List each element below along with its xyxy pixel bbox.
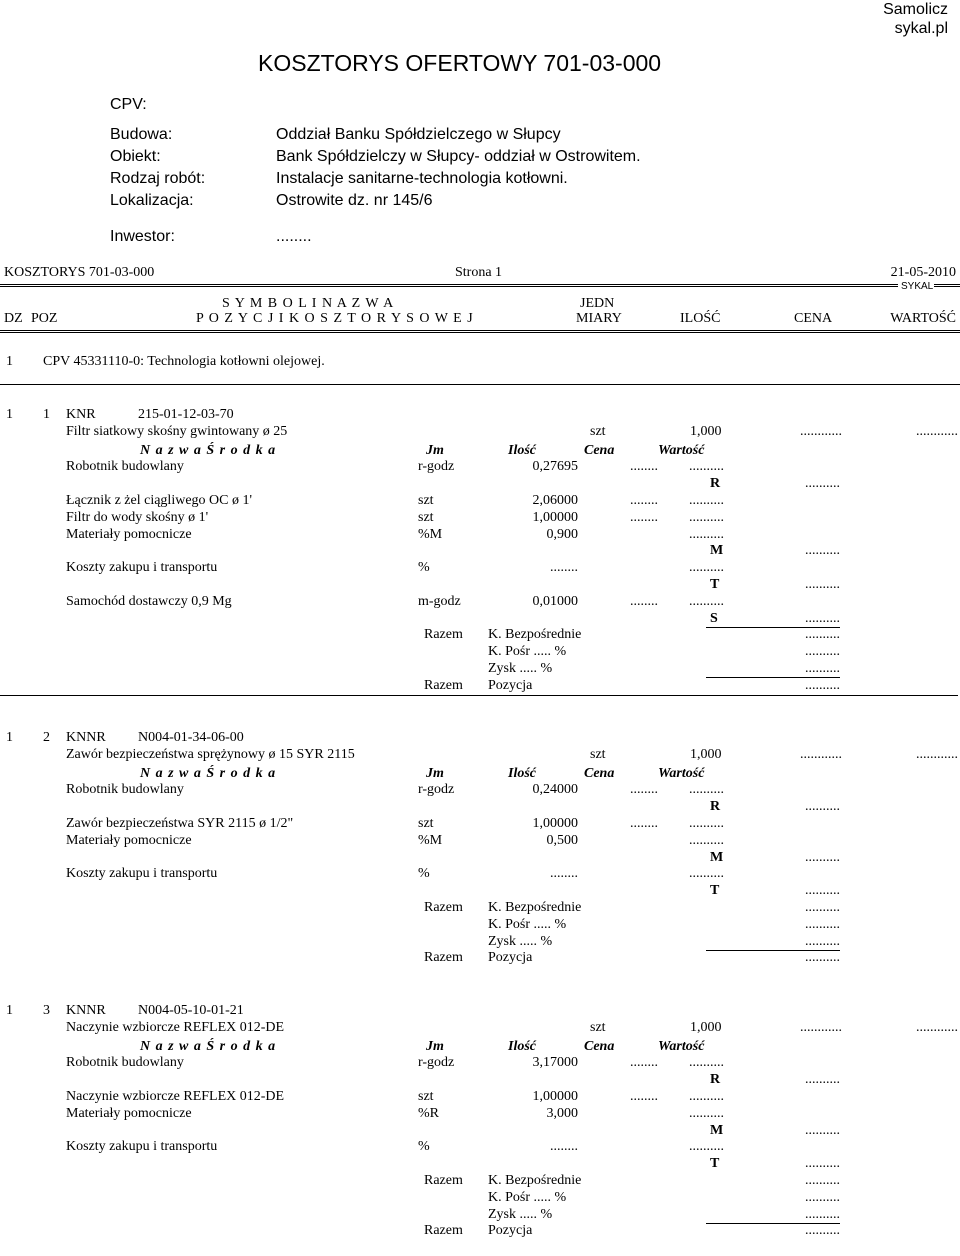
position-name: Zawór bezpieczeństwa sprężynowy ø 15 SYR 2115 — [66, 746, 355, 762]
resource-wartosc: .......... — [689, 560, 724, 576]
total-k-bezposrednie-value: .......... — [805, 900, 840, 915]
total-k-posrednie-value: .......... — [805, 916, 840, 932]
resource-jm: szt — [418, 816, 434, 831]
total-razem-pozycja-label: Razem — [424, 1223, 463, 1239]
total-k-posrednie: K. Pośr ..... % — [488, 1189, 567, 1205]
resource-wartosc: .......... — [689, 782, 724, 798]
resource-name: Materiały pomocnicze — [66, 832, 192, 848]
info-label-budowa: Budowa: — [110, 126, 173, 143]
total-k-bezposrednie-value: .......... — [805, 1173, 840, 1188]
resource-name: Łącznik z żel ciągliwego OC ø 1' — [66, 493, 253, 508]
total-k-bezposrednie: K. Bezpośrednie — [488, 627, 582, 643]
total-razem-label: Razem — [424, 900, 463, 915]
resource-wartosc: .......... — [689, 1089, 724, 1104]
summary-s-value: .......... — [805, 610, 840, 626]
col-symbol-line2: P O Z Y C J I K O S Z T O R Y S O W E J — [196, 311, 474, 326]
page-title: KOSZTORYS OFERTOWY 701-03-000 — [258, 50, 662, 76]
position-poz: 2 — [43, 730, 50, 745]
total-zysk: Zysk ..... % — [488, 661, 553, 676]
position-name: Filtr siatkowy skośny gwintowany ø 25 — [66, 423, 288, 439]
summary-m: M — [710, 543, 724, 559]
section-rule — [0, 384, 960, 385]
summary-r-value: .......... — [805, 799, 840, 815]
resource-ilosc: 0,27695 — [532, 459, 578, 475]
position-qty: 1,000 — [690, 746, 722, 762]
cpv-label: CPV: — [110, 96, 147, 113]
info-values — [276, 124, 641, 212]
position-unit: szt — [590, 1019, 606, 1035]
resource-header-cena: Cena — [584, 1038, 615, 1054]
info-label-rodzaj: Rodzaj robót: — [110, 170, 206, 187]
resource-jm: %R — [418, 1105, 439, 1121]
resource-name: Koszty zakupu i transportu — [66, 560, 218, 576]
summary-r-value: .......... — [805, 1072, 840, 1088]
col-symbol-line1: S Y M B O L I N A Z W A — [222, 296, 395, 311]
resource-jm: szt — [418, 493, 434, 508]
resource-jm: %M — [418, 832, 443, 848]
resource-header-nazwa: N a z w a Ś r o d k a — [140, 765, 277, 781]
summary-t: T — [710, 883, 720, 899]
resource-ilosc: 1,00000 — [532, 509, 578, 525]
resource-header-ilosc: Ilość — [508, 442, 536, 458]
resource-ilosc: ........ — [550, 560, 578, 576]
resource-wartosc: .......... — [689, 526, 724, 542]
section-dz: 1 — [6, 354, 13, 369]
resource-ilosc: ........ — [550, 866, 578, 882]
resource-wartosc: .......... — [689, 832, 724, 848]
resource-cena: ........ — [630, 459, 658, 475]
resource-name: Materiały pomocnicze — [66, 526, 192, 542]
resource-jm: szt — [418, 509, 434, 525]
total-razem-label: Razem — [424, 1173, 463, 1188]
info-label-obiekt: Obiekt: — [110, 148, 161, 165]
summary-r: R — [710, 799, 721, 815]
info-value-lokalizacja: Ostrowite dz. nr 145/6 — [276, 192, 433, 209]
resource-cena: ........ — [630, 593, 658, 609]
total-zysk-value: .......... — [805, 661, 840, 676]
watermark — [883, 0, 948, 38]
position-price: ............ — [800, 423, 842, 439]
info-label-lokalizacja: Lokalizacja: — [110, 192, 194, 209]
resource-header-cena: Cena — [584, 442, 615, 458]
summary-m-value: .......... — [805, 1122, 840, 1138]
summary-r-value: .......... — [805, 476, 840, 492]
resource-header-cena: Cena — [584, 765, 615, 781]
resource-header-jm: Jm — [426, 765, 444, 781]
header-rule — [0, 284, 898, 287]
resource-ilosc: 3,17000 — [532, 1055, 578, 1071]
resource-jm: % — [418, 1139, 430, 1155]
info-value-rodzaj: Instalacje sanitarne-technologia kotłowni. — [276, 170, 568, 187]
resource-cena: ........ — [630, 493, 658, 508]
total-pozycja: Pozycja — [488, 677, 533, 693]
resource-name: Koszty zakupu i transportu — [66, 866, 218, 882]
info-value-obiekt: Bank Spółdzielczy w Słupcy- oddział w Ostrowitem. — [276, 148, 641, 165]
total-pozycja: Pozycja — [488, 1223, 533, 1239]
resource-wartosc: .......... — [689, 866, 724, 882]
col-ilosc: ILOŚĆ — [680, 311, 721, 326]
resource-jm: %M — [418, 526, 443, 542]
watermark-line2: sykal.pl — [894, 20, 948, 37]
resource-name: Zawór bezpieczeństwa SYR 2115 ø 1/2" — [66, 816, 294, 831]
investor-value: ........ — [276, 228, 312, 245]
total-k-posrednie-value: .......... — [805, 644, 840, 660]
resource-wartosc: .......... — [689, 1055, 724, 1071]
position-price: ............ — [800, 1019, 842, 1035]
position-dz: 1 — [6, 730, 13, 745]
total-zysk-value: .......... — [805, 1206, 840, 1222]
resource-ilosc: 3,000 — [546, 1105, 578, 1121]
col-miary: MIARY — [576, 311, 622, 326]
summary-r: R — [710, 1072, 721, 1088]
resource-jm: % — [418, 560, 430, 576]
resource-cena: ........ — [630, 509, 658, 525]
position-unit: szt — [590, 423, 606, 439]
total-k-posrednie: K. Pośr ..... % — [488, 644, 567, 660]
summary-t: T — [710, 1156, 720, 1172]
resource-ilosc: 0,24000 — [532, 782, 578, 798]
position-code: 215-01-12-03-70 — [138, 407, 234, 422]
resource-cena: ........ — [630, 1089, 658, 1104]
resource-header-jm: Jm — [426, 1038, 444, 1054]
resource-jm: r-godz — [418, 459, 455, 475]
resource-ilosc: 1,00000 — [532, 1089, 578, 1104]
summary-s: S — [710, 610, 718, 626]
resource-jm: % — [418, 866, 430, 882]
resource-ilosc: 0,500 — [546, 832, 578, 848]
resource-wartosc: .......... — [689, 493, 724, 508]
resource-header-nazwa: N a z w a Ś r o d k a — [140, 1038, 277, 1054]
resource-header-ilosc: Ilość — [508, 1038, 536, 1054]
total-k-bezposrednie: K. Bezpośrednie — [488, 1173, 582, 1188]
info-labels — [110, 124, 205, 212]
doc-number: KOSZTORYS 701-03-000 — [4, 265, 155, 280]
position-code: N004-05-10-01-21 — [138, 1003, 244, 1018]
position-basis: KNNR — [66, 730, 106, 745]
resource-ilosc: 0,900 — [546, 526, 578, 542]
page-number: Strona 1 — [455, 265, 503, 280]
info-value-budowa: Oddział Banku Spółdzielczego w Słupcy — [276, 126, 561, 143]
resource-name: Robotnik budowlany — [66, 782, 184, 798]
resource-ilosc: 1,00000 — [532, 816, 578, 831]
col-jedn: JEDN — [580, 296, 615, 311]
position-separator — [0, 695, 958, 696]
position-value: ............ — [916, 423, 958, 439]
header-rule-end — [934, 284, 960, 287]
resource-name: Filtr do wody skośny ø 1' — [66, 509, 209, 525]
summary-t: T — [710, 577, 720, 592]
summary-t-value: .......... — [805, 1156, 840, 1172]
resource-header-wartosc: Wartość — [658, 442, 705, 458]
columns-rule — [0, 330, 960, 333]
resource-name: Materiały pomocnicze — [66, 1105, 192, 1121]
summary-m: M — [710, 1122, 724, 1138]
resource-cena: ........ — [630, 782, 658, 798]
brand-label: SYKAL — [901, 281, 934, 292]
resource-ilosc: ........ — [550, 1139, 578, 1155]
summary-t-value: .......... — [805, 883, 840, 899]
total-pozycja-value: .......... — [805, 677, 840, 693]
resource-ilosc: 0,01000 — [532, 593, 578, 609]
position-poz: 1 — [43, 407, 50, 422]
resource-jm: r-godz — [418, 1055, 455, 1071]
col-dz: DZ — [4, 311, 23, 326]
investor-label: Inwestor: — [110, 228, 175, 245]
position-code: N004-01-34-06-00 — [138, 730, 244, 745]
resource-wartosc: .......... — [689, 593, 724, 609]
position-basis: KNR — [66, 407, 96, 422]
resource-name: Robotnik budowlany — [66, 1055, 184, 1071]
resource-header-ilosc: Ilość — [508, 765, 536, 781]
total-pozycja-value: .......... — [805, 950, 840, 966]
position-name: Naczynie wzbiorcze REFLEX 012-DE — [66, 1019, 285, 1035]
resource-cena: ........ — [630, 816, 658, 831]
resource-header-wartosc: Wartość — [658, 765, 705, 781]
resource-header-jm: Jm — [426, 442, 444, 458]
summary-m-value: .......... — [805, 543, 840, 559]
total-razem-label: Razem — [424, 627, 463, 643]
resource-wartosc: .......... — [689, 459, 724, 475]
position-qty: 1,000 — [690, 1019, 722, 1035]
summary-m: M — [710, 849, 724, 865]
total-zysk-value: .......... — [805, 933, 840, 949]
position-qty: 1,000 — [690, 423, 722, 439]
resource-header-nazwa: N a z w a Ś r o d k a — [140, 442, 277, 458]
position-dz: 1 — [6, 1003, 13, 1018]
total-k-bezposrednie: K. Bezpośrednie — [488, 900, 582, 915]
resource-jm: szt — [418, 1089, 434, 1104]
resource-jm: r-godz — [418, 782, 455, 798]
resource-wartosc: .......... — [689, 509, 724, 525]
resource-name: Robotnik budowlany — [66, 459, 184, 475]
total-razem-pozycja-label: Razem — [424, 677, 463, 693]
resource-cena: ........ — [630, 1055, 658, 1071]
resource-header-wartosc: Wartość — [658, 1038, 705, 1054]
resource-name: Samochód dostawczy 0,9 Mg — [66, 593, 232, 609]
total-pozycja-value: .......... — [805, 1223, 840, 1239]
resource-ilosc: 2,06000 — [532, 493, 578, 508]
total-k-posrednie: K. Pośr ..... % — [488, 916, 567, 932]
col-wartosc: WARTOŚĆ — [890, 311, 956, 326]
resource-name: Naczynie wzbiorcze REFLEX 012-DE — [66, 1089, 285, 1104]
section-title: CPV 45331110-0: Technologia kotłowni olejowej. — [43, 354, 325, 369]
position-basis: KNNR — [66, 1003, 106, 1018]
resource-wartosc: .......... — [689, 1139, 724, 1155]
watermark-line1: Samolicz — [883, 1, 948, 18]
resource-jm: m-godz — [418, 593, 461, 609]
total-zysk: Zysk ..... % — [488, 933, 553, 949]
position-poz: 3 — [43, 1003, 50, 1018]
total-pozycja: Pozycja — [488, 950, 533, 966]
summary-m-value: .......... — [805, 849, 840, 865]
position-price: ............ — [800, 746, 842, 762]
resource-wartosc: .......... — [689, 1105, 724, 1121]
doc-date: 21-05-2010 — [890, 265, 956, 280]
total-k-bezposrednie-value: .......... — [805, 627, 840, 643]
total-zysk: Zysk ..... % — [488, 1206, 553, 1222]
summary-r: R — [710, 476, 721, 492]
col-poz: POZ — [31, 311, 58, 326]
col-cena: CENA — [794, 311, 833, 326]
total-k-posrednie-value: .......... — [805, 1189, 840, 1205]
resource-wartosc: .......... — [689, 816, 724, 831]
resource-name: Koszty zakupu i transportu — [66, 1139, 218, 1155]
position-dz: 1 — [6, 407, 13, 422]
summary-t-value: .......... — [805, 577, 840, 592]
total-razem-pozycja-label: Razem — [424, 950, 463, 966]
position-value: ............ — [916, 1019, 958, 1035]
position-unit: szt — [590, 746, 606, 762]
position-value: ............ — [916, 746, 958, 762]
